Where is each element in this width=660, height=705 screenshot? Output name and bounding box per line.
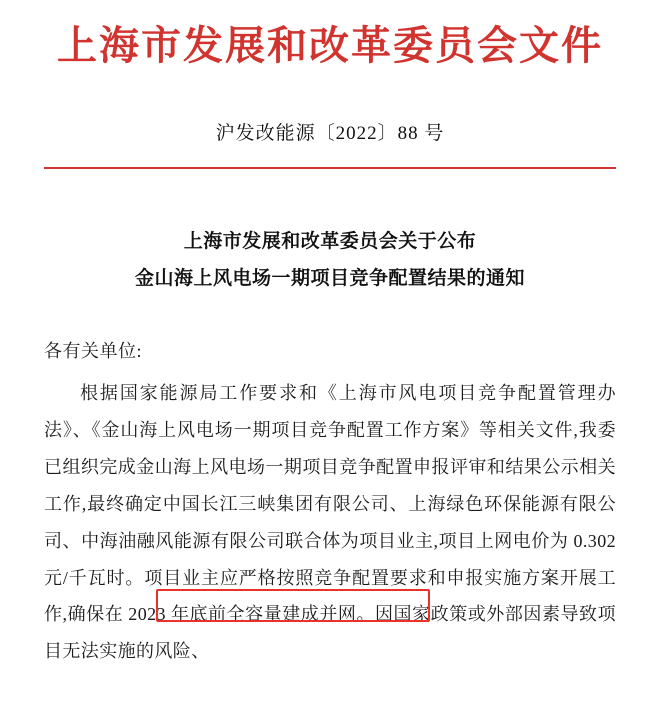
document-body bbox=[44, 375, 616, 670]
document-number: 沪发改能源〔2022〕88 号 bbox=[215, 123, 445, 144]
subject-line-1: 上海市发展和改革委员会关于公布 bbox=[183, 231, 477, 252]
document-title: 上海市发展和改革委员会文件 bbox=[57, 23, 603, 68]
document-subject bbox=[44, 223, 616, 297]
subject-line-2: 金山海上风电场一期项目竞争配置结果的通知 bbox=[134, 268, 525, 290]
body-paragraph: 根据国家能源局工作要求和《上海市风电项目竞争配置管理办法》、《金山海上风电场一期项目竞争配置工作方案》等相关文件,我委已组织完成金山海上风电场一期项目竞争配置申报评审和结果公示相关工作,最终确定中国长江三峡集团有限公司、上海绿色环保能源有限公司、中海油融风能源有限公司联合体为项目业主,项目上网电价为 0.302 元/千瓦时。项目业主应严格按照竞争配置要求和申报实施方案开展工作,确保在 2023 年底前全容量建成并网。因国家政策或外部因素导致项目无法实施的风险、 bbox=[44, 383, 616, 662]
red-divider-rule bbox=[44, 167, 616, 169]
salutation: 各有关单位: bbox=[44, 341, 143, 362]
